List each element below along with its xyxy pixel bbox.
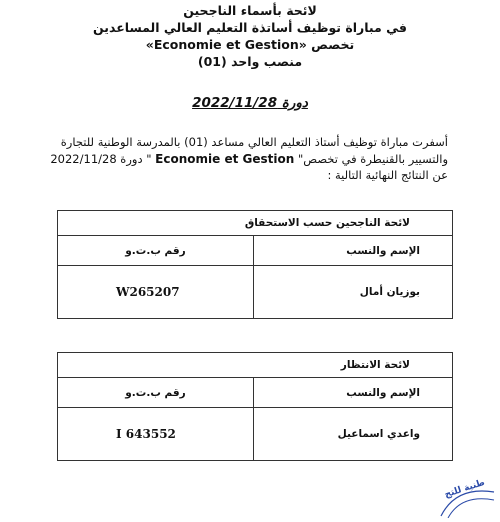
- winners-table: [57, 210, 453, 319]
- intro-line-2-post: " دورة 2022/11/28: [50, 152, 152, 166]
- waiting-col-id: رقم ب.ت.و: [58, 378, 254, 408]
- waiting-table-title: لائحة الانتظار: [58, 353, 453, 378]
- session-date: دورة 2022/11/28: [192, 95, 308, 111]
- intro-line-2-pre: والتسيير بالقنيطرة في تخصص": [297, 152, 448, 166]
- winner-id: W265207: [58, 266, 254, 319]
- intro-line-3: عن النتائج النهائية التالية :: [327, 168, 448, 182]
- header-line-competition: في مباراة توظيف أساتذة التعليم العالي المساعدين: [93, 20, 407, 35]
- waiting-col-name: الإسم والنسب: [254, 378, 453, 408]
- winners-col-name: الإسم والنسب: [254, 236, 453, 266]
- intro-line-1: أسفرت مباراة توظيف أستاذ التعليم العالي مساعد (01) بالمدرسة الوطنية للتجارة: [60, 135, 448, 149]
- waiting-name: واعدي اسماعيل: [254, 408, 453, 461]
- winner-name: بوزيان أمال: [254, 266, 453, 319]
- header-line-specialty: تخصص «Economie et Gestion»: [145, 37, 355, 52]
- winners-table-title: لائحة الناجحين حسب الاستحقاق: [58, 211, 453, 236]
- waiting-list-table: [57, 352, 453, 461]
- intro-specialty: Economie et Gestion: [155, 152, 295, 166]
- intro-line-2: [48, 152, 448, 166]
- header-line-positions: منصب واحد (01): [197, 54, 303, 69]
- header-line-list-title: لائحة بأسماء الناجحين: [183, 3, 317, 18]
- stamp-text: طنية للتج: [443, 477, 487, 501]
- winners-col-id: رقم ب.ت.و: [58, 236, 254, 266]
- institution-stamp: [436, 478, 496, 518]
- table-row: [58, 266, 453, 319]
- waiting-id: I 643552: [58, 408, 254, 461]
- table-row: [58, 408, 453, 461]
